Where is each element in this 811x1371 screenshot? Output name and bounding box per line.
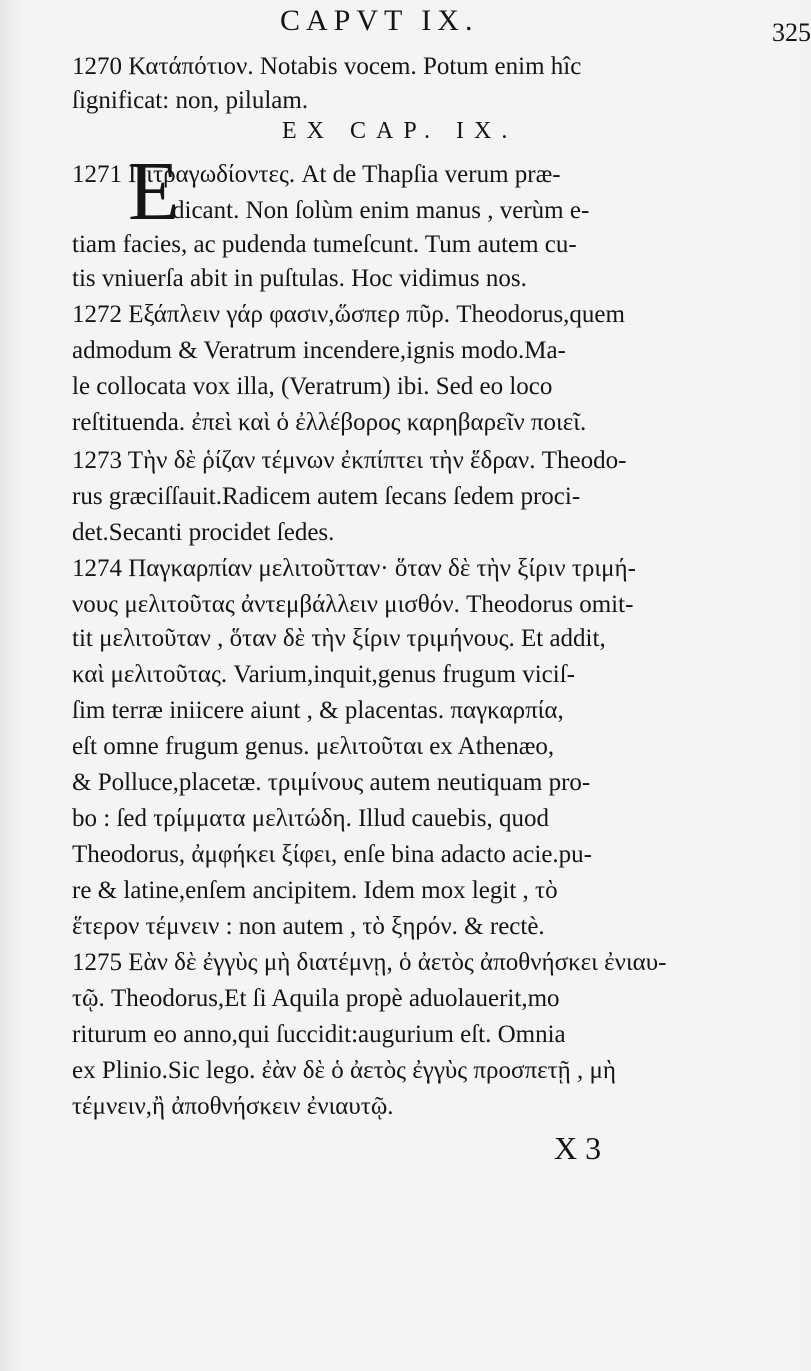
text-line: καὶ μελιτοῦτας. Varium,inquit,genus frugum viciſ- <box>72 661 575 688</box>
page-number: 325 <box>772 18 811 47</box>
text-line: ſim terræ iniicere aiunt , & placentas. παγκαρπία, <box>72 697 564 724</box>
text-line: ex Plinio.Sic lego. ἐὰν δὲ ὁ ἀετὸς ἐγγὺς προσπετῇ , μὴ <box>72 1057 616 1084</box>
text-line: 1274 Παγκαρπίαν μελιτοῦτταν· ὅταν δὲ τὴν ξίριν τριμή- <box>72 555 636 582</box>
text-line: tit μελιτοῦταν , ὅταν δὲ τὴν ξίριν τριμήνους. Et addit, <box>72 625 606 652</box>
text-line: dicant. Non ſolùm enim manus , verùm e- <box>172 197 590 224</box>
text-line: bo : ſed τρίμματα μελιτώδη. Illud cauebis, quod <box>72 805 550 832</box>
text-line: 1270 Κατάπότιον. Notabis vocem. Potum enim hîc <box>72 53 582 80</box>
text-line: τῷ. Theodorus,Et ſi Aquila propè aduolauerit,mo <box>72 985 560 1012</box>
text-line: νους μελιτοῦτας ἀντεμβάλλειν μισθόν. Theodorus omit- <box>72 591 634 618</box>
text-line: riturum eo anno,qui ſuccidit:augurium eſt. Omnia <box>72 1021 566 1048</box>
text-line: det.Secanti procidet ſedes. <box>72 519 335 546</box>
text-line: ſignificat: non, pilulam. <box>72 87 309 114</box>
text-line: 1275 Εὰν δὲ ἐγγὺς μὴ διατέμνῃ, ὁ ἀετὸς ἀποθνήσκει ἐνιαυ- <box>72 949 667 976</box>
drop-capital: E <box>128 145 180 238</box>
text-line: τέμνειν,ἢ ἀποθνήσκειν ἐνιαυτῷ. <box>72 1093 394 1120</box>
text-line: re & latine,enſem ancipitem. Idem mox legit , τὸ <box>72 877 558 904</box>
text-line: le collocata vox illa, (Veratrum) ibi. Sed eo loco <box>72 373 553 400</box>
text-line: tiam facies, ac pudenda tumeſcunt. Tum autem cu- <box>72 231 577 258</box>
text-line: tis vniuerſa abit in puſtulas. Hoc vidimus nos. <box>72 265 527 292</box>
text-line: Theodorus, ἀμφήκει ξίφει, enſe bina adacto acie.pu- <box>72 841 592 868</box>
text-line: 1272 Εξάπλειν γάρ φασιν,ὥσπερ πῦρ. Theodorus,quem <box>72 301 625 328</box>
text-line: reſtituenda. ἐπεὶ καὶ ὁ ἐλλέβορος καρηβαρεῖν ποιεῖ. <box>72 409 587 436</box>
signature-mark: X 3 <box>554 1130 602 1166</box>
text-line: 1271 Πιτραγωδίοντες. At de Thapſia verum præ- <box>72 161 561 188</box>
section-heading: EX CAP. IX. <box>282 118 518 144</box>
text-line: eſt omne frugum genus. μελιτοῦται ex Athenæo, <box>72 733 555 760</box>
text-line: 1273 Τὴν δὲ ῥίζαν τέμνων ἐκπίπτει τὴν ἕδραν. Theodo- <box>72 447 627 474</box>
text-line: & Polluce,placetæ. τριμίνους autem neutiquam pro- <box>72 769 591 796</box>
text-line: ἕτερον τέμνειν : non autem , τὸ ξηρόν. & rectè. <box>72 913 545 940</box>
page-gutter <box>0 0 22 1371</box>
running-title: CAPVT IX. <box>280 4 479 37</box>
text-line: rus græciſſauit.Radicem autem ſecans ſedem proci- <box>72 483 581 510</box>
text-line: admodum & Veratrum incendere,ignis modo.Ma- <box>72 337 566 364</box>
